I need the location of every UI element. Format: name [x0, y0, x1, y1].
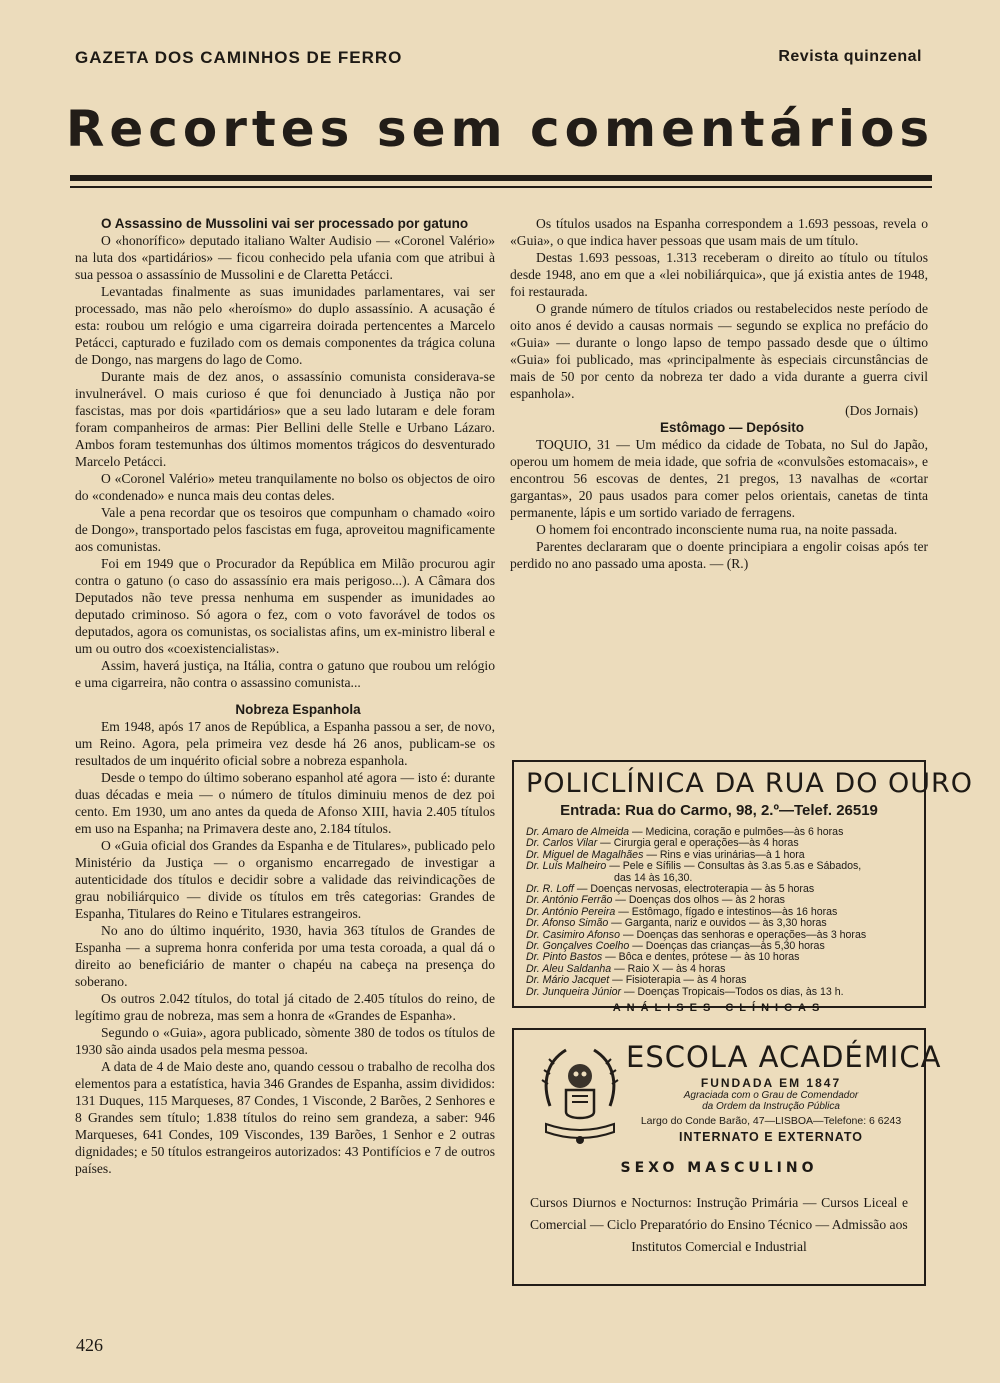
article-paragraph: O «Coronel Valério» meteu tranquilamente no bolso os objectos de oiro do «condenado» e nunca mais deu contas deles. — [75, 471, 495, 503]
article-paragraph: O «Guia oficial dos Grandes da Espanha e de Titulares», publicado pelo Ministério da Justiça — o organismo encarregado de investigar a autenticidade dos títulos e decidir sobre a validade das reivindicações de grau nobiliárquico — divide os títulos em três categorias: Grandes de Espanha, Titulares do Reino e Titulares estrangeiros. — [75, 838, 495, 921]
right-column — [510, 215, 928, 572]
ad-escola-sexo: SEXO MASCULINO — [620, 1160, 818, 1176]
doctor-entry — [526, 861, 912, 872]
article-paragraph: Assim, haverá justiça, na Itália, contra o gatuno que roubou um relógio e uma cigarreira, não contra o assassino comunista... — [75, 658, 495, 690]
ad-escola-founded: FUNDADA EM 1847 — [700, 1076, 842, 1090]
ad-escola-honor-1: Agraciada com o Grau de Comendador — [683, 1090, 859, 1101]
article-paragraph: No ano do último inquérito, 1930, havia 363 títulos de Grandes de Espanha — a suprema honra conferida por uma testa coroada, a qual dá o direito ao beneficiário de manter o chapéu na cabeça na presença do soberano. — [75, 923, 495, 989]
article-paragraph: A data de 4 de Maio deste ano, quando cessou o trabalho de recolha dos elementos para a estatística, havia 346 Grandes de Espanha, assim divididos: 131 Duques, 115 Marqueses, 87 Condes, 1 Visconde, 2 Barões, 2 Senhores e 8 Grandes sem título; 1.838 títulos do reino sem grandeza, a saber: 946 Marqueses, 641 Condes, 109 Viscondes, 139 Barões, 1 Senhor e 2 outras dignidades; e 50 títulos estrangeiros autorizados: 43 Pontifícios e 7 de outros países. — [75, 1059, 495, 1176]
article-paragraph: Durante mais de dez anos, o assassínio comunista considerava-se invulnerável. O mais curioso é que foi denunciado à Justiça não por fascistas, mas por dois «partidários» que a seu lado lutaram e dele foram foram companheiros de armas: Pier Bellini delle Stelle e Urbano Lázaro. Ambos foram testemunhas dos últimos momentos trágicos do desventurado Marcelo Petácci. — [75, 369, 495, 469]
ad-policlinica-footer: ANÁLISES CLÍNICAS — [612, 1002, 826, 1015]
doctor-name: Dr. António Ferrão — [526, 894, 613, 907]
doctor-details: — Rins e vias urinárias—à 1 hora — [643, 848, 805, 861]
ad-escola-courses-text: Cursos Diurnos e Nocturnos: Instrução Primária — Cursos Liceal e Comercial — Ciclo Preparatório do Ensino Técnico — Admissão aos — [530, 1195, 908, 1232]
article-estomago-heading: Estômago — Depósito — [659, 420, 804, 435]
article-paragraph: Segundo o «Guia», agora publicado, sòmente 380 de todos os títulos de 1930 são ainda usados pela mesma pessoa. — [75, 1025, 495, 1057]
masthead-rule-thin — [70, 186, 932, 188]
doctor-details: — Medicina, coração e pulmões—às 6 horas — [629, 826, 844, 838]
article-paragraph: Levantadas finalmente as suas imunidades parlamentares, vai ser processado, mas não pelo «heroísmo» do duplo assassínio. A acusação é esta: roubou um relógio e uma cigarreira doirada pertencentes a Marcelo Petácci, capturado e fuzilado com os demais componentes da trágica coluna de Dongo, nas margens do lago de Como. — [75, 284, 495, 367]
ad-escola-header — [626, 1040, 942, 1144]
doctor-name: Dr. Casimiro Afonso — [526, 928, 620, 941]
left-column — [75, 215, 495, 1177]
article-source: (Dos Jornais) — [845, 403, 918, 418]
article-paragraph: Vale a pena recordar que os tesoiros que compunham o chamado «oiro de Dongo», transportado pelos fascistas em fuga, aproveitou magnificamente aos comunistas. — [75, 505, 495, 554]
doctor-details: — Cirurgia geral e operações—às 4 horas — [597, 837, 799, 850]
doctor-details: — Fisioterapia — às 4 horas — [609, 974, 747, 987]
doctor-name: Dr. Carlos Vilar — [526, 837, 598, 850]
ad-escola-academica — [512, 1028, 942, 1286]
running-header — [75, 48, 922, 72]
article-paragraph: Desde o tempo do último soberano espanhol até agora — isto é: durante duas décadas e meia — o número de títulos diminuiu menos de dez poi cento. Em 1930, um ano antes da queda de Afonso XIII, havia 2.405 títulos em uso na Espanha; na Primavera deste ano, 2.184 títulos. — [75, 770, 495, 836]
doctor-name: Dr. Miguel de Magalhães — [526, 848, 644, 861]
article-paragraph: O homem foi encontrado inconsciente numa rua, na noite passada. — [536, 522, 898, 537]
doctor-details: — Bôca e dentes, prótese — às 10 horas — [602, 951, 800, 964]
school-crest-icon — [536, 1044, 624, 1148]
doctor-details: — Doenças Tropicais—Todos os dias, às 13 h. — [621, 985, 844, 998]
doctor-details: — Doenças nervosas, electroterapia — às 5 horas — [573, 883, 815, 896]
ad-policlinica-entrance: Entrada: Rua do Carmo, 98, 2.º—Telef. 26519 — [560, 802, 878, 819]
article-paragraph: Parentes declararam que o doente principiara a engolir coisas após ter perdido no ano passado uma aposta. — (R.) — [510, 539, 928, 571]
ad-escola-address: Largo do Conde Barão, 47—LISBOA—Telefone: 6 6243 — [640, 1115, 902, 1127]
doctor-details: — Estômago, fígado e intestinos—às 16 horas — [615, 905, 838, 918]
article-mussolini-heading: O Assassino de Mussolini vai ser processado por gatuno — [101, 216, 469, 231]
article-paragraph: Destas 1.693 pessoas, 1.313 receberam o direito ao título ou títulos desde 1948, ano em que a «lei nobiliárquica», que já existia antes de 1948, foi restaurada. — [510, 250, 928, 299]
doctor-name: Dr. Aleu Saldanha — [526, 962, 612, 975]
doctor-list — [526, 827, 912, 998]
doctor-details: — Pele e Sífilis — Consultas às 3.as 5.as e Sábados, — [606, 860, 862, 873]
doctor-name: Dr. Luís Malheiro — [526, 860, 607, 873]
article-paragraph: Em 1948, após 17 anos de República, a Espanha passou a ser, de novo, um Reino. Agora, pela primeira vez desde há 26 anos, publicam-se os resultados de um inquérito oficial sobre a nobreza espanhola. — [75, 719, 495, 768]
doctor-name: Dr. Amaro de Almeida — [526, 826, 630, 838]
page-number: 426 — [76, 1335, 103, 1355]
doctor-details: das 14 às 16,30. — [614, 871, 693, 884]
doctor-details: — Garganta, nariz e ouvidos — às 3,30 horas — [608, 917, 827, 930]
doctor-name: Dr. Afonso Simão — [526, 917, 609, 930]
article-paragraph: Foi em 1949 que o Procurador da República em Milão procurou agir contra o gatuno (o caso do assassínio era mais perigoso...). A Câmara dos Deputados não teve pressa nenhuma em suspender as imunidades ao deputado criminoso. Só agora o fez, com o voto favorável de todos os deputados, agora os comunistas, os socialistas afins, um ex-ministro liberal e um ou outro dos «coexistencialistas». — [75, 556, 495, 656]
ad-escola-internato: INTERNATO E EXTERNATO — [679, 1130, 863, 1144]
ad-escola-courses-last: Institutos Comercial e Industrial — [631, 1239, 807, 1254]
article-paragraph: Os outros 2.042 títulos, do total já citado de 2.405 títulos do reino, de legítimo grau de nobreza, mas sem a honra de «Grandes de Espanha». — [75, 991, 495, 1023]
periodicity: Revista quinzenal — [778, 48, 922, 65]
article-paragraph: O grande número de títulos criados ou restabelecidos neste período de oito anos é devido a causas normais — segundo se explica no prefácio do «Guia» — durante o longo lapso de tempo passado desde que o último «Guia» foi publicado, mas «principalmente às especiais circunstâncias de mais de 50 por cento da nobreza ter dado a vida durante a guerra civil espanhola». — [510, 301, 928, 401]
doctor-name: Dr. António Pereira — [526, 905, 616, 918]
article-paragraph: O «honorífico» deputado italiano Walter Audisio — «Coronel Valério» na luta dos «partidários» — ficou conhecido pela ufania com que atribui à sua pessoa o assassínio de Mussolini e de Claretta Petácci. — [75, 233, 495, 282]
section-masthead: Recortes sem comentários — [65, 100, 935, 158]
doctor-details: — Doenças das crianças—às 5,30 horas — [629, 940, 825, 953]
doctor-entry — [526, 987, 912, 998]
doctor-name: Dr. Junqueira Júnior — [526, 985, 621, 998]
masthead-rule-thick — [70, 175, 932, 181]
doctor-details: — Doenças dos olhos — às 2 horas — [612, 894, 785, 907]
journal-title: GAZETA DOS CAMINHOS DE FERRO — [75, 48, 403, 67]
ad-escola-courses — [530, 1192, 908, 1258]
doctor-name: Dr. Gonçalves Coelho — [526, 940, 630, 953]
ad-policlinica-title: POLICLÍNICA DA RUA DO OURO — [526, 768, 974, 799]
article-nobreza-heading: Nobreza Espanhola — [235, 702, 361, 717]
article-paragraph: TOQUIO, 31 — Um médico da cidade de Tobata, no Sul do Japão, operou um homem de meia idade, que sofria de «convulsões estomacais», e encontrou 56 escovas de dentes, 21 pregos, 13 navalhas de «cortar gargantas», 20 paus usados para comer pelos orientais, canetas de tinta permanente, lápis e um sortido variado de ferragens. — [510, 437, 928, 520]
doctor-name: Dr. Mário Jacquet — [526, 974, 610, 987]
doctor-details: — Doenças das senhoras e operações—às 3 horas — [620, 928, 867, 941]
ad-policlinica — [512, 760, 974, 1015]
ad-escola-title: ESCOLA ACADÉMICA — [626, 1040, 942, 1074]
doctor-name: Dr. Pinto Bastos — [526, 951, 603, 964]
doctor-name: Dr. R. Loff — [526, 883, 574, 896]
ad-escola-honor-2: da Ordem da Instrução Pública — [702, 1101, 840, 1112]
doctor-details: — Raio X — às 4 horas — [611, 962, 726, 975]
article-paragraph: Os títulos usados na Espanha correspondem a 1.693 pessoas, revela o «Guia», o que indica haver pessoas que usam mais de um título. — [510, 216, 928, 248]
